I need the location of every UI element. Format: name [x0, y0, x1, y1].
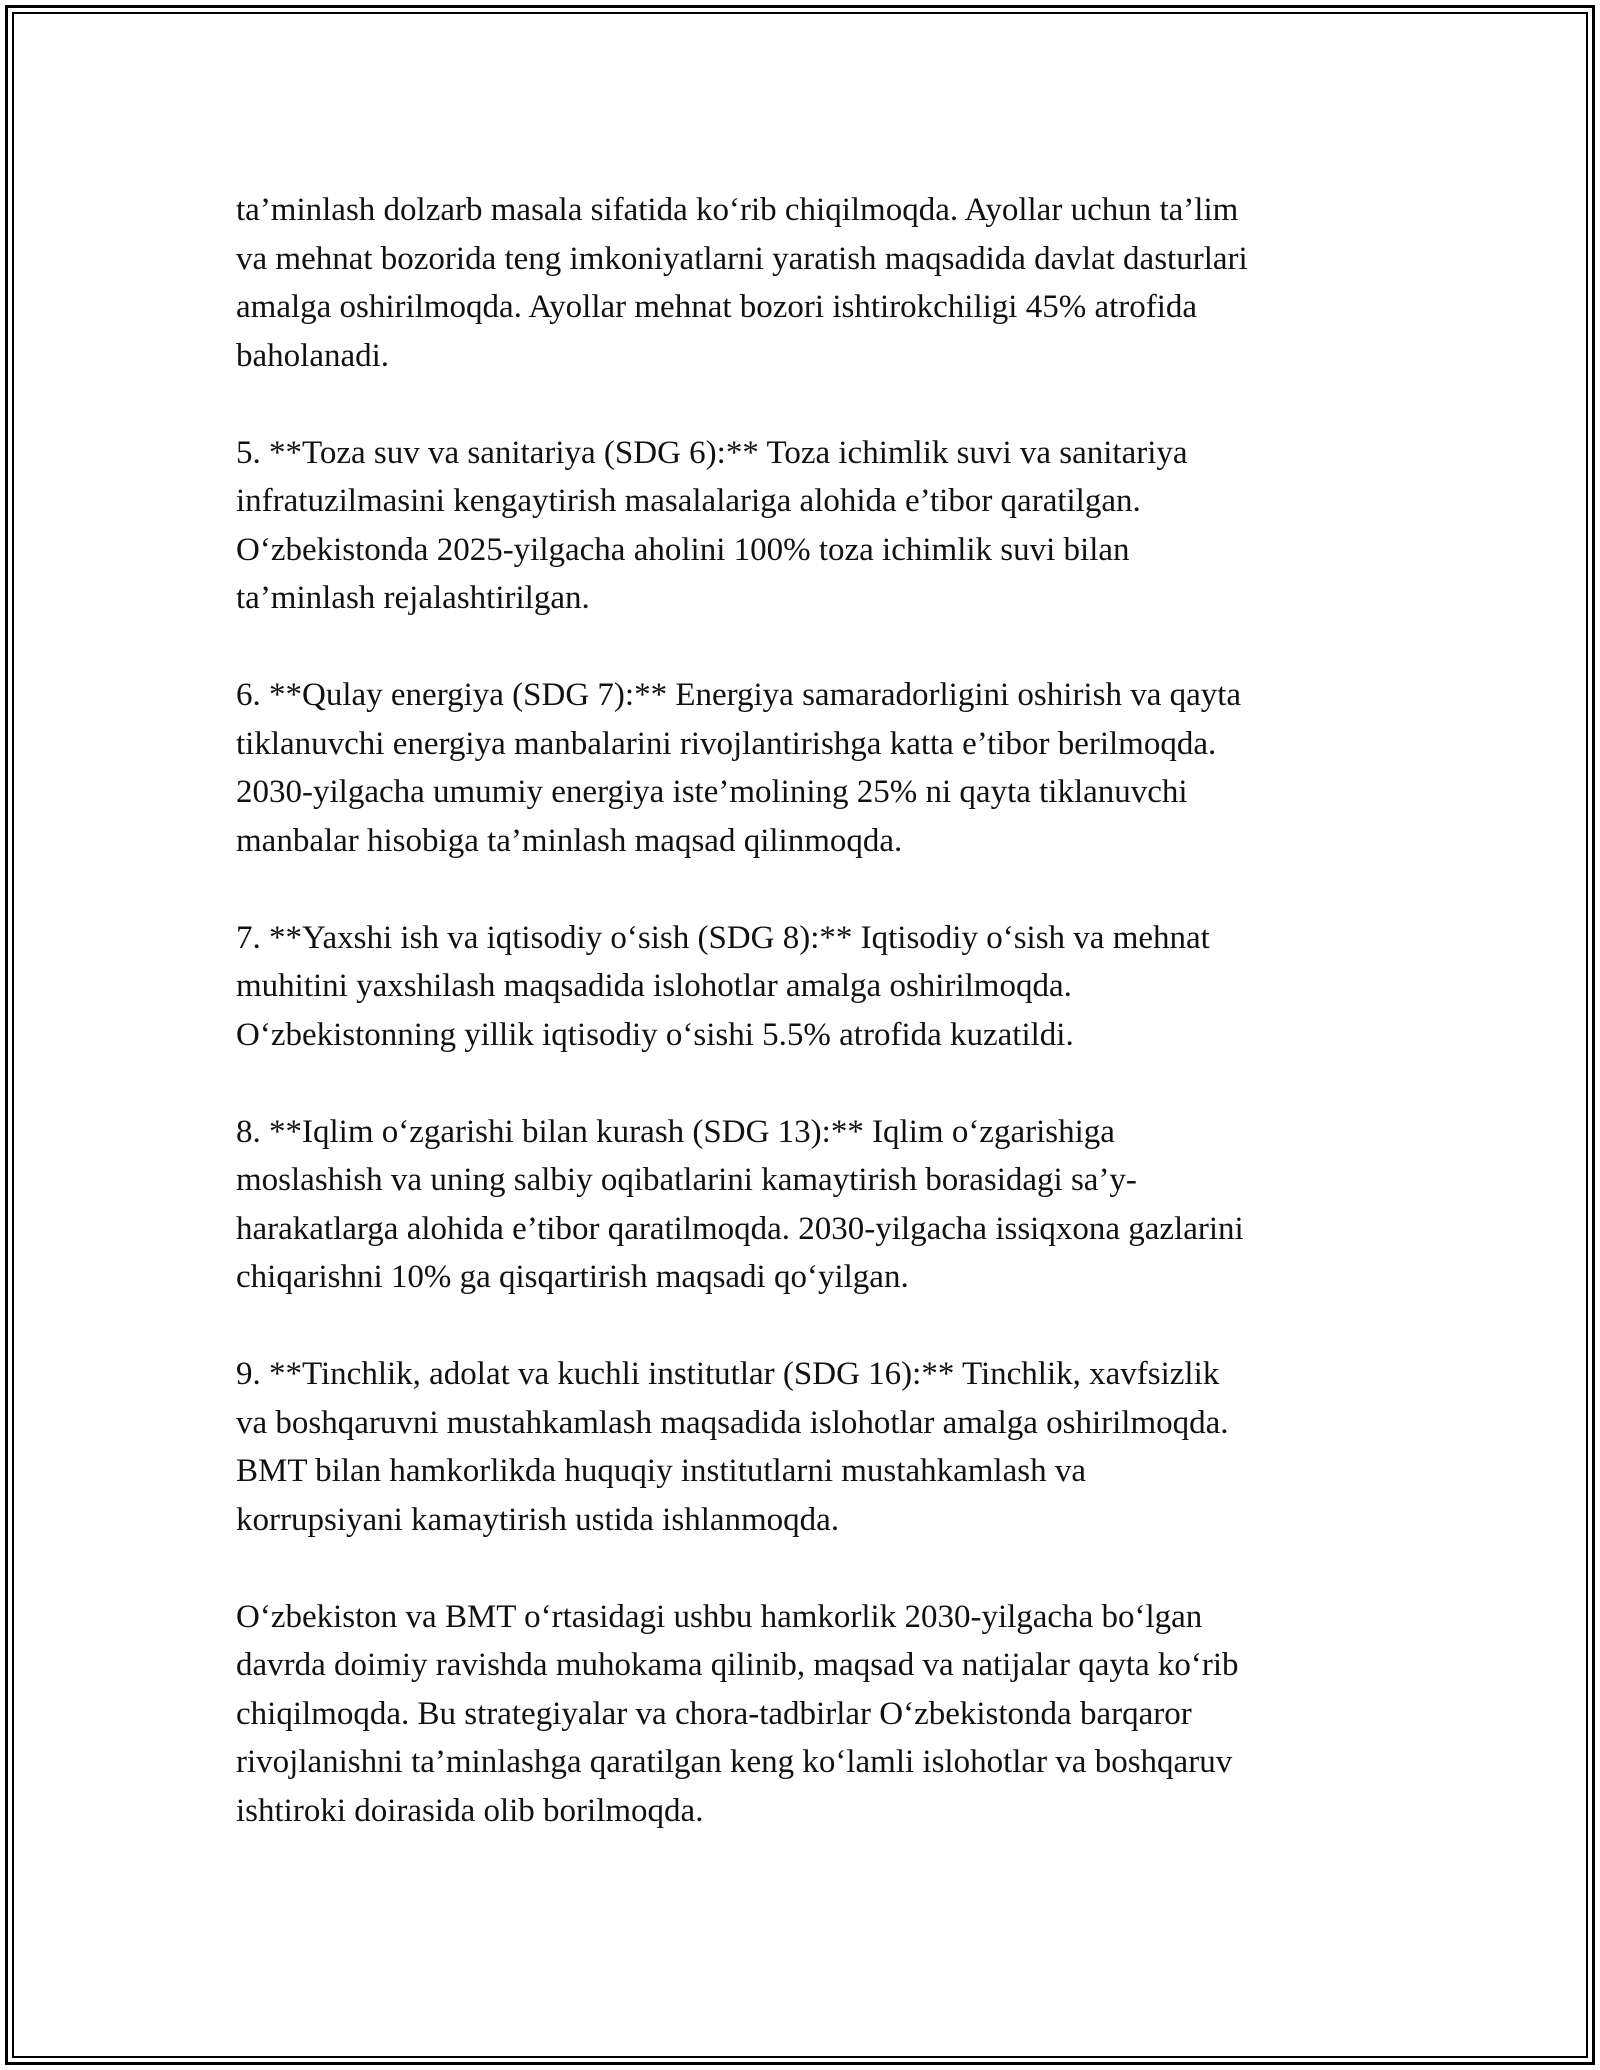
text-line: rivojlanishni ta’minlashga qaratilgan keng ko‘lamli islohotlar va boshqaruv — [236, 1744, 1233, 1780]
text-line: harakatlarga alohida e’tibor qaratilmoqda. 2030-yilgacha issiqxona gazlarini — [236, 1210, 1244, 1247]
text-line: ta’minlash dolzarb masala sifatida ko‘rib chiqilmoqda. Ayollar uchun ta’lim — [236, 192, 1239, 228]
text-line: 7. **Yaxshi ish va iqtisodiy o‘sish (SDG 8):** Iqtisodiy o‘sish va mehnat — [236, 919, 1210, 956]
paragraph-item-8 — [236, 1108, 1386, 1302]
document-body — [236, 186, 1386, 1884]
paragraph-item-9 — [236, 1350, 1386, 1544]
text-line: amalga oshirilmoqda. Ayollar mehnat bozori ishtirokchiligi 45% atrofida — [236, 289, 1198, 325]
text-line: va mehnat bozorida teng imkoniyatlarni yaratish maqsadida davlat dasturlari — [236, 240, 1248, 277]
text-line: chiqarishni 10% ga qisqartirish maqsadi qo‘yilgan. — [236, 1259, 909, 1295]
text-line: 5. **Toza suv va sanitariya (SDG 6):** Toza ichimlik suvi va sanitariya — [236, 434, 1188, 471]
text-line: moslashish va uning salbiy oqibatlarini kamaytirish borasidagi sa’y- — [236, 1162, 1137, 1198]
text-line: ishtiroki doirasida olib borilmoqda. — [236, 1792, 704, 1829]
text-line: muhitini yaxshilash maqsadida islohotlar amalga oshirilmoqda. — [236, 968, 1072, 1004]
text-line: O‘zbekiston va BMT o‘rtasidagi ushbu hamkorlik 2030-yilgacha bo‘lgan — [236, 1598, 1203, 1635]
paragraph-item-7 — [236, 914, 1386, 1060]
text-line: manbalar hisobiga ta’minlash maqsad qilinmoqda. — [236, 822, 903, 859]
text-line: 8. **Iqlim o‘zgarishi bilan kurash (SDG 13):** Iqlim o‘zgarishiga — [236, 1113, 1115, 1150]
text-line: O‘zbekistonda 2025-yilgacha aholini 100% toza ichimlik suvi bilan — [236, 531, 1130, 568]
text-line: tiklanuvchi energiya manbalarini rivojlantirishga katta e’tibor berilmoqda. — [236, 725, 1217, 762]
paragraph-item-6 — [236, 671, 1386, 865]
paragraph-intro-continued — [236, 186, 1386, 380]
text-line: infratuzilmasini kengaytirish masalalariga alohida e’tibor qaratilgan. — [236, 483, 1141, 519]
paragraph-item-5 — [236, 429, 1386, 623]
text-line: baholanadi. — [236, 337, 390, 374]
text-line: chiqilmoqda. Bu strategiyalar va chora-tadbirlar O‘zbekistonda barqaror — [236, 1695, 1192, 1732]
text-line: ta’minlash rejalashtirilgan. — [236, 580, 590, 616]
text-line: 9. **Tinchlik, adolat va kuchli institutlar (SDG 16):** Tinchlik, xavfsizlik — [236, 1356, 1220, 1392]
text-line: 6. **Qulay energiya (SDG 7):** Energiya samaradorligini oshirish va qayta — [236, 677, 1242, 713]
text-line: korrupsiyani kamaytirish ustida ishlanmoqda. — [236, 1501, 840, 1538]
text-line: davrda doimiy ravishda muhokama qilinib, maqsad va natijalar qayta ko‘rib — [236, 1647, 1239, 1683]
text-line: va boshqaruvni mustahkamlash maqsadida islohotlar amalga oshirilmoqda. — [236, 1404, 1229, 1441]
text-line: BMT bilan hamkorlikda huquqiy institutlarni mustahkamlash va — [236, 1453, 1086, 1489]
text-line: O‘zbekistonning yillik iqtisodiy o‘sishi 5.5% atrofida kuzatildi. — [236, 1016, 1074, 1053]
paragraph-conclusion — [236, 1593, 1386, 1836]
text-line: 2030-yilgacha umumiy energiya iste’molining 25% ni qayta tiklanuvchi — [236, 774, 1188, 810]
